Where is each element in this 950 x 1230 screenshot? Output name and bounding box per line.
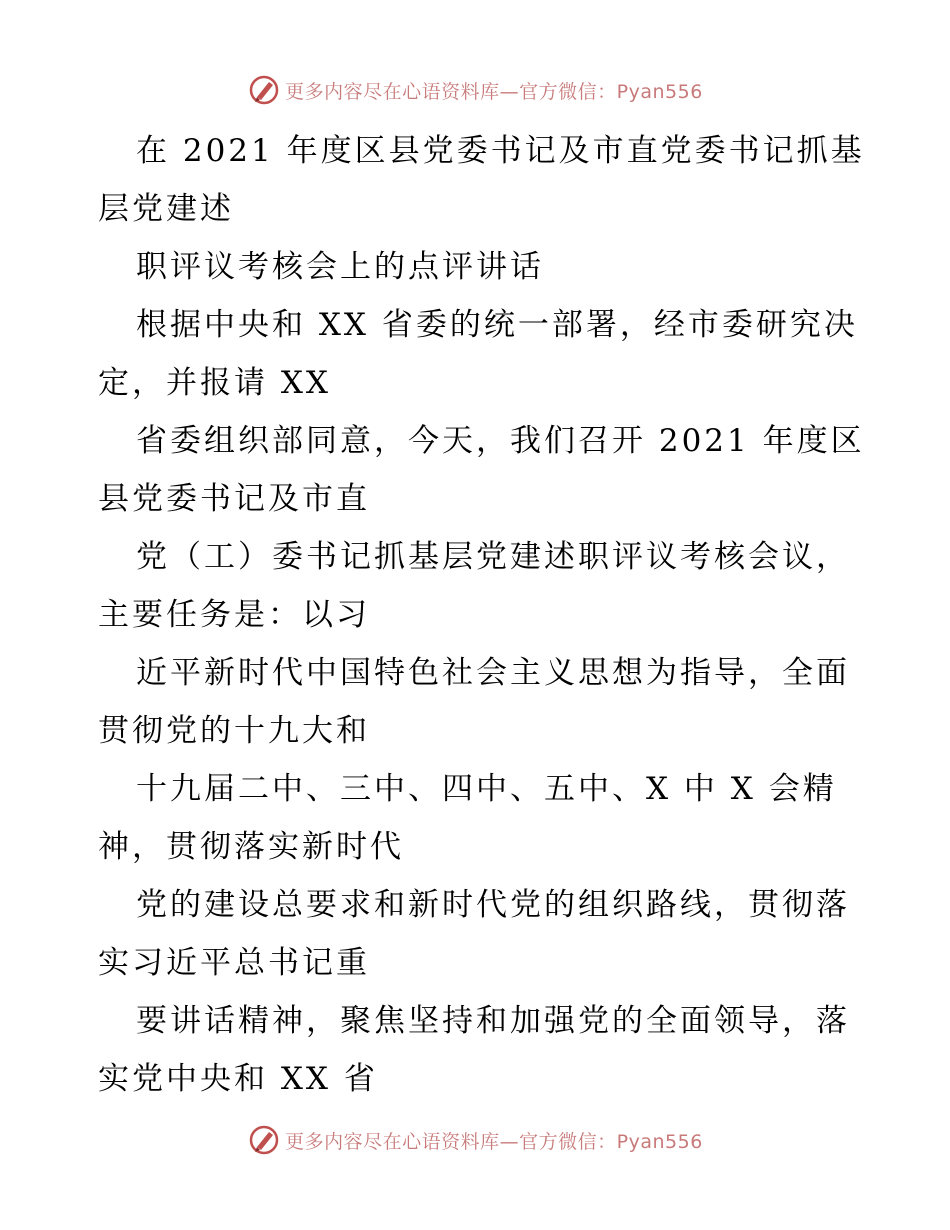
text-line: 职评议考核会上的点评讲话 bbox=[136, 249, 544, 285]
watermark-text: 更多内容尽在心语资料库—官方微信：Pyan556 bbox=[285, 80, 703, 103]
text-line: 县党委书记及市直 bbox=[98, 481, 370, 517]
text-line: 党的建设总要求和新时代党的组织路线，贯彻落 bbox=[136, 887, 850, 923]
text-line: 贯彻党的十九大和 bbox=[98, 713, 370, 749]
footer-watermark-banner bbox=[0, 1120, 950, 1160]
text-line: 实习近平总书记重 bbox=[98, 945, 370, 981]
watermark-text: 更多内容尽在心语资料库—官方微信：Pyan556 bbox=[285, 1130, 703, 1153]
header-watermark-banner bbox=[0, 70, 950, 110]
text-line: 省委组织部同意，今天，我们召开 2021 年度区 bbox=[136, 423, 865, 459]
text-line: 根据中央和 XX 省委的统一部署，经市委研究决 bbox=[136, 307, 858, 343]
document-body bbox=[98, 122, 865, 1108]
text-line: 党（工）委书记抓基层党建述职评议考核会议， bbox=[136, 539, 850, 575]
text-line: 定，并报请 XX bbox=[98, 365, 331, 401]
text-line: 近平新时代中国特色社会主义思想为指导，全面 bbox=[136, 655, 850, 691]
text-line: 要讲话精神，聚焦坚持和加强党的全面领导，落 bbox=[136, 1003, 850, 1039]
pen-in-circle-logo-icon bbox=[247, 73, 281, 107]
text-line: 主要任务是：以习 bbox=[98, 597, 370, 633]
text-line: 在 2021 年度区县党委书记及市直党委书记抓基 bbox=[136, 133, 865, 169]
text-line: 层党建述 bbox=[98, 191, 234, 227]
pen-in-circle-logo-icon bbox=[247, 1123, 281, 1157]
text-line: 神，贯彻落实新时代 bbox=[98, 829, 404, 865]
text-line: 实党中央和 XX 省 bbox=[98, 1061, 378, 1097]
text-line: 十九届二中、三中、四中、五中、X 中 X 会精 bbox=[136, 771, 837, 807]
